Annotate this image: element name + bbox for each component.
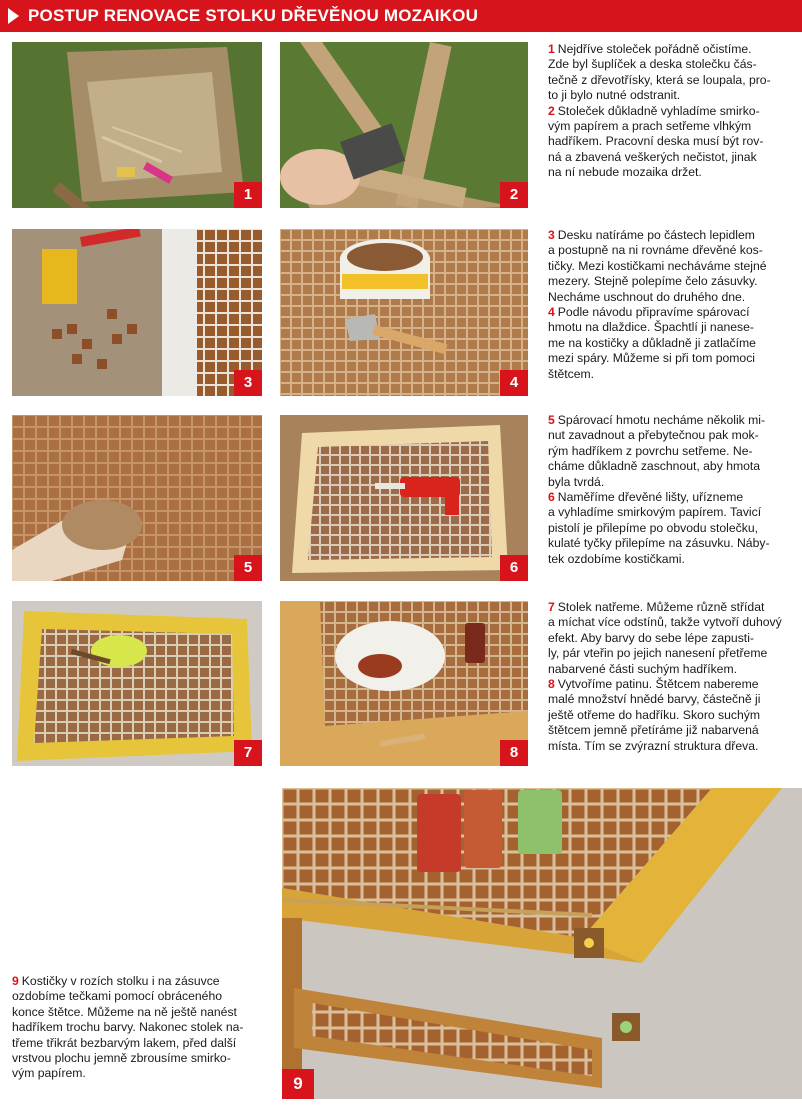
instructions-1-2: [548, 42, 798, 181]
instructions-9: [12, 974, 274, 1082]
page-title: POSTUP RENOVACE STOLKU DŘEVĚNOU MOZAIKOU: [28, 6, 479, 25]
step-paragraph-4: 4 Podle návodu připravíme spárovací hmotu na dlaždice. Špachtlí ji nanese- me na kostičky a důkladně ji zatlačíme mezi spáry. Můžeme si při tom pomoci štětcem.: [548, 305, 756, 381]
step-paragraph-9: 9 Kostičky v rozích stolku i na zásuvce ozdobíme tečkami pomocí obráceného konce štětce. Můžeme na ně ještě nanést hadříkem trochu barvy. Nakonec stolek na- třeme třikrát bezbarvým lakem, před další vrstvou plochu jemně zbrousíme smirko- vým papírem.: [12, 974, 244, 1081]
step-paragraph-5: 5 Spárovací hmotu necháme několik mi- nut zavadnout a přebytečnou pak mok- rým hadříkem z povrchu setřeme. Ne- cháme důkladně zaschnout, aby hmota byla tvrdá.: [548, 413, 766, 489]
instructions-5-6: [548, 413, 798, 567]
photo-number-badge: 4: [500, 370, 528, 396]
photo-step-6: [280, 415, 528, 581]
instructions-7-8: [548, 600, 798, 754]
step-paragraph-3: 3 Desku natíráme po částech lepidlem a postupně na ni rovnáme dřevěné kos- tičky. Mezi kostičkami necháváme stejné mezery. Stejně polepíme čelo zásuvky. Necháme uschnout do druhého dne.: [548, 228, 767, 304]
photo-step-7: [12, 601, 262, 766]
photo-number-badge: 6: [500, 555, 528, 581]
page-header: [0, 0, 802, 32]
instructions-3-4: [548, 228, 798, 382]
photo-step-4: [280, 229, 528, 396]
photo-number-badge: 7: [234, 740, 262, 766]
photo-step-3: [12, 229, 262, 396]
photo-number-badge: 3: [234, 370, 262, 396]
step-paragraph-2: 2 Stoleček důkladně vyhladíme smirko- vým papírem a prach setřeme vlhkým hadříkem. Pracovní deska musí být rov- ná a zbavená veškerých nečistot, jinak na ní nebude mozaika držet.: [548, 103, 764, 180]
photo-step-2: [280, 42, 528, 208]
step-paragraph-1: 1 Nejdříve stoleček pořádně očistíme. Zde byl šuplíček a deska stolečku čás- tečně z dřevotřísky, která se loupala, pro- to ji bylo nutné odstranit.: [548, 42, 771, 103]
photo-step-1: [12, 42, 262, 208]
step-paragraph-7: 7 Stolek natřeme. Můžeme různě střídat a míchat více odstínů, takže vytvoří duhový efekt. Aby barvy do sebe lépe zapusti- ly, pár vteřin po jejich nanesení přetřeme nabarvené části suchým hadříkem.: [548, 600, 782, 676]
photo-step-5: [12, 415, 262, 581]
photo-number-badge: 8: [500, 740, 528, 766]
photo-number-badge: 2: [500, 182, 528, 208]
photo-step-8: [280, 601, 528, 766]
photo-step-9: [282, 788, 802, 1099]
triangle-marker-icon: [8, 8, 19, 24]
step-paragraph-8: 8 Vytvoříme patinu. Štětcem nabereme malé množství hnědé barvy, částečně ji ještě otřeme do hadříku. Skoro suchým štětcem jemně přetíráme již nabarvená místa. Tím se zvýrazní struktura dřeva.: [548, 677, 761, 753]
photo-number-badge: 1: [234, 182, 262, 208]
photo-number-badge: 9: [282, 1069, 314, 1099]
photo-number-badge: 5: [234, 555, 262, 581]
step-paragraph-6: 6 Naměříme dřevěné lišty, uřízneme a vyhladíme smirkovým papírem. Tavicí pistolí je přilepíme po obvodu stolečku, kulaté tyčky přilepíme na zásuvku. Náby- tek ozdobíme kostičkami.: [548, 490, 770, 566]
